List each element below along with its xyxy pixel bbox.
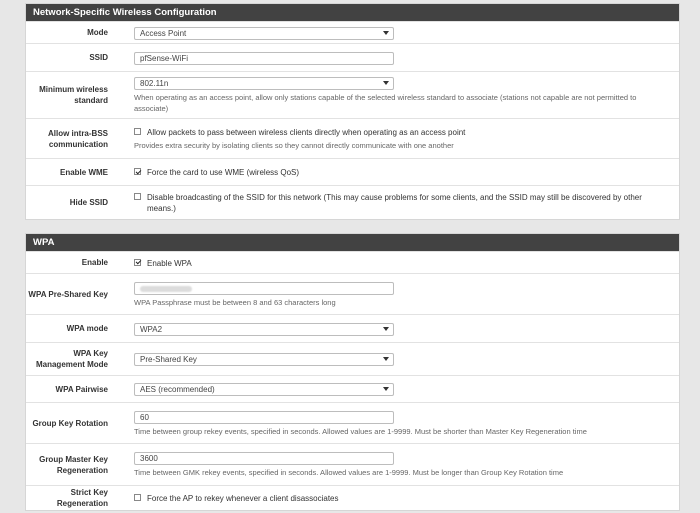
wpa-panel bbox=[25, 233, 680, 511]
pairwise-value: AES (recommended) bbox=[140, 385, 215, 394]
strict-regen-checkbox[interactable] bbox=[134, 494, 141, 501]
intra-bss-row bbox=[26, 118, 679, 158]
chevron-down-icon bbox=[383, 357, 389, 361]
psk-input[interactable] bbox=[134, 282, 394, 295]
wme-checkbox[interactable] bbox=[134, 168, 141, 175]
mode-label: Mode bbox=[87, 28, 108, 37]
wireless-config-panel bbox=[25, 3, 680, 220]
group-rotation-row bbox=[26, 402, 679, 443]
wme-row bbox=[26, 158, 679, 185]
gmk-regen-row bbox=[26, 443, 679, 485]
strict-regen-label: Strict Key Regeneration bbox=[56, 488, 108, 508]
wpa-mode-select[interactable] bbox=[134, 323, 394, 336]
ssid-input[interactable]: pfSense-WiFi bbox=[134, 52, 394, 65]
wpa-enable-checkbox[interactable] bbox=[134, 259, 141, 266]
mode-select[interactable] bbox=[134, 27, 394, 40]
wpa-enable-label: Enable bbox=[81, 258, 108, 267]
group-rotation-label: Group Key Rotation bbox=[32, 418, 108, 428]
pairwise-row bbox=[26, 375, 679, 402]
chevron-down-icon bbox=[383, 31, 389, 35]
pairwise-label: WPA Pairwise bbox=[55, 384, 108, 394]
psk-row bbox=[26, 273, 679, 314]
gmk-regen-help: Time between GMK rekey events, specified in seconds. Allowed values are 1-9999. Must be longer than Group Key Rotation time bbox=[134, 468, 564, 477]
hide-ssid-row bbox=[26, 185, 679, 219]
ssid-row bbox=[26, 43, 679, 71]
intra-bss-label: Allow intra-BSS communication bbox=[47, 128, 108, 149]
wpa-enable-checkbox-label: Enable WPA bbox=[147, 258, 192, 268]
key-mgmt-value: Pre-Shared Key bbox=[140, 355, 197, 364]
min-standard-label: Minimum wireless standard bbox=[39, 85, 108, 105]
min-standard-help: When operating as an access point, allow only stations capable of the selected wireless standard to associate (stations not capable are not permitted to associate) bbox=[134, 93, 637, 113]
psk-label: WPA Pre-Shared Key bbox=[28, 289, 108, 299]
mode-row bbox=[26, 21, 679, 43]
wpa-mode-label: WPA mode bbox=[66, 324, 108, 333]
psk-help: WPA Passphrase must be between 8 and 63 characters long bbox=[134, 297, 336, 307]
chevron-down-icon bbox=[383, 327, 389, 331]
wpa-mode-row bbox=[26, 314, 679, 342]
hide-ssid-checkbox-label: Disable broadcasting of the SSID for this network (This may cause problems for some clients, and the SSID may still be discovered by other means.) bbox=[147, 193, 642, 213]
intra-bss-help: Provides extra security by isolating clients so they cannot directly communicate with one another bbox=[134, 141, 454, 150]
strict-regen-checkbox-label: Force the AP to rekey whenever a client disassociates bbox=[147, 494, 339, 503]
ssid-label: SSID bbox=[89, 53, 108, 62]
hide-ssid-checkbox[interactable] bbox=[134, 193, 141, 200]
strict-regen-row bbox=[26, 485, 679, 510]
wireless-panel-title: Network-Specific Wireless Configuration bbox=[26, 4, 679, 21]
intra-bss-checkbox-label: Allow packets to pass between wireless clients directly when operating as an access point bbox=[147, 128, 466, 137]
wpa-enable-row bbox=[26, 251, 679, 273]
wpa-panel-title: WPA bbox=[26, 234, 679, 251]
gmk-regen-input[interactable]: 3600 bbox=[134, 452, 394, 465]
min-standard-select[interactable] bbox=[134, 77, 394, 90]
hide-ssid-label: Hide SSID bbox=[69, 198, 108, 207]
key-mgmt-label: WPA Key Management Mode bbox=[35, 349, 108, 369]
mode-value: Access Point bbox=[140, 28, 187, 38]
key-mgmt-select[interactable] bbox=[134, 353, 394, 366]
wpa-mode-value: WPA2 bbox=[140, 324, 163, 334]
intra-bss-checkbox[interactable] bbox=[134, 128, 141, 135]
wme-checkbox-label: Force the card to use WME (wireless QoS) bbox=[147, 168, 300, 177]
chevron-down-icon bbox=[383, 387, 389, 391]
wme-label: Enable WME bbox=[59, 167, 108, 177]
group-rotation-help: Time between group rekey events, specified in seconds. Allowed values are 1-9999. Must be shorter than Master Key Regeneration time bbox=[134, 426, 587, 436]
chevron-down-icon bbox=[383, 81, 389, 85]
group-rotation-input[interactable]: 60 bbox=[134, 411, 394, 424]
masked-passphrase bbox=[140, 286, 192, 292]
gmk-regen-label: Group Master Key Regeneration bbox=[39, 454, 108, 475]
pairwise-select[interactable] bbox=[134, 383, 394, 396]
key-mgmt-row bbox=[26, 342, 679, 375]
min-standard-row bbox=[26, 71, 679, 118]
min-standard-value: 802.11n bbox=[140, 79, 169, 88]
